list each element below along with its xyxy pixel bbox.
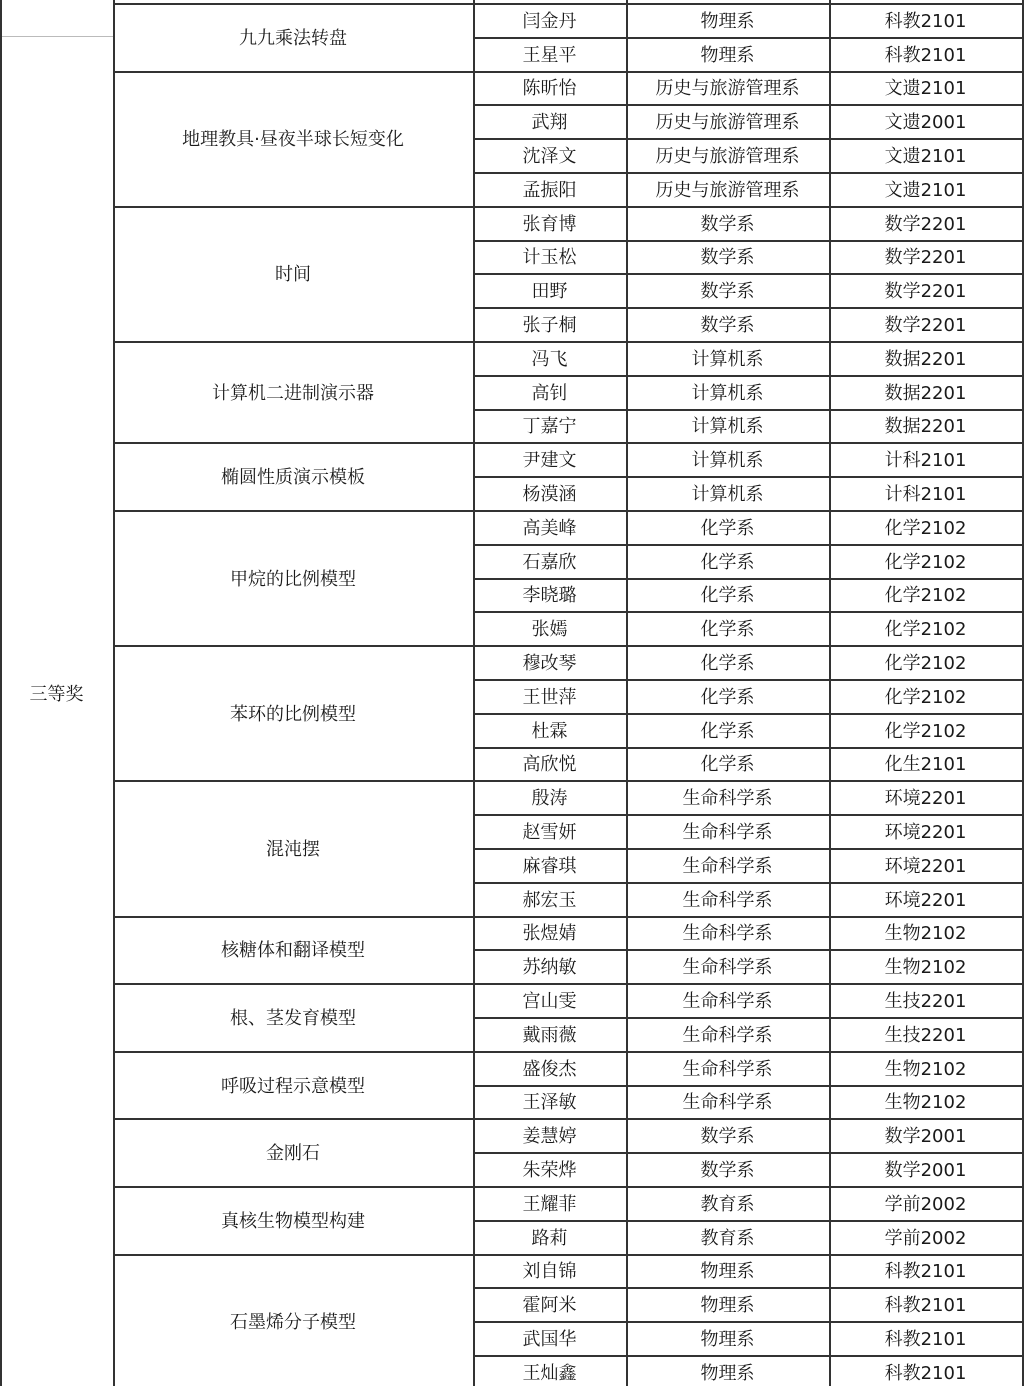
member-department: 物理系 <box>700 1329 755 1351</box>
member-class: 科教2101 <box>884 44 967 66</box>
column-border <box>0 0 2 1386</box>
member-class: 化学2102 <box>884 653 967 675</box>
member-class: 化学2102 <box>884 517 967 539</box>
member-class: 数学2201 <box>884 315 967 337</box>
project-title: 九九乘法转盘 <box>239 27 347 49</box>
member-class: 数学2201 <box>884 213 967 235</box>
member-department: 生命科学系 <box>682 957 773 979</box>
member-department: 物理系 <box>700 1261 755 1283</box>
project-title: 根、茎发育模型 <box>230 1007 356 1029</box>
member-department: 化学系 <box>700 619 755 641</box>
member-department: 生命科学系 <box>682 991 773 1013</box>
member-class: 化学2102 <box>884 720 967 742</box>
member-class: 环境2201 <box>884 855 967 877</box>
member-name: 高欣悦 <box>522 754 577 776</box>
member-name: 姜慧婷 <box>522 1126 577 1148</box>
member-name: 沈泽文 <box>522 146 577 168</box>
project-title: 时间 <box>275 264 311 286</box>
member-name: 高钊 <box>531 382 568 404</box>
member-name: 杜霖 <box>531 720 568 742</box>
member-name: 田野 <box>531 281 568 303</box>
member-class: 文遗2101 <box>884 78 967 100</box>
member-department: 物理系 <box>700 10 755 32</box>
member-name: 王星平 <box>522 44 577 66</box>
member-department: 生命科学系 <box>682 923 773 945</box>
project-title: 苯环的比例模型 <box>230 703 356 725</box>
member-name: 戴雨薇 <box>522 1024 577 1046</box>
member-class: 数学2001 <box>884 1160 967 1182</box>
member-department: 生命科学系 <box>682 822 773 844</box>
member-department: 化学系 <box>700 720 755 742</box>
member-class: 生技2201 <box>884 1024 967 1046</box>
member-class: 生技2201 <box>884 991 967 1013</box>
member-class: 环境2201 <box>884 889 967 911</box>
member-name: 盛俊杰 <box>522 1058 577 1080</box>
member-department: 计算机系 <box>691 382 764 404</box>
member-department: 生命科学系 <box>682 788 773 810</box>
member-class: 生物2102 <box>884 1092 967 1114</box>
member-class: 文遗2101 <box>884 146 967 168</box>
member-class: 科教2101 <box>884 1362 967 1384</box>
member-class: 计科2101 <box>884 450 967 472</box>
award-level-cell <box>0 0 113 1386</box>
award-level-label: 三等奖 <box>29 684 84 705</box>
member-department: 计算机系 <box>691 348 764 370</box>
member-name: 朱荣烨 <box>522 1160 577 1182</box>
member-department: 化学系 <box>700 653 755 675</box>
member-name: 霍阿米 <box>522 1295 577 1317</box>
member-class: 科教2101 <box>884 1329 967 1351</box>
project-title: 真核生物模型构建 <box>221 1210 365 1232</box>
member-name: 刘自锦 <box>522 1261 577 1283</box>
member-class: 数据2201 <box>884 382 967 404</box>
member-department: 物理系 <box>700 44 755 66</box>
member-department: 化学系 <box>700 754 755 776</box>
member-class: 化学2102 <box>884 585 967 607</box>
member-class: 生物2102 <box>884 923 967 945</box>
member-class: 化学2102 <box>884 551 967 573</box>
member-class: 数据2201 <box>884 416 967 438</box>
project-title: 呼吸过程示意模型 <box>221 1075 365 1097</box>
member-name: 孟振阳 <box>522 179 577 201</box>
member-name: 赵雪妍 <box>522 822 577 844</box>
member-department: 数学系 <box>700 247 755 269</box>
member-department: 化学系 <box>700 585 755 607</box>
member-department: 数学系 <box>700 281 755 303</box>
member-department: 数学系 <box>700 315 755 337</box>
member-department: 计算机系 <box>691 484 764 506</box>
member-department: 生命科学系 <box>682 855 773 877</box>
member-department: 计算机系 <box>691 450 764 472</box>
member-name: 冯飞 <box>531 348 568 370</box>
member-class: 环境2201 <box>884 788 967 810</box>
member-class: 化学2102 <box>884 686 967 708</box>
member-name: 路莉 <box>531 1227 568 1249</box>
member-department: 计算机系 <box>691 416 764 438</box>
member-class: 科教2101 <box>884 1261 967 1283</box>
member-name: 闫金丹 <box>522 10 577 32</box>
member-department: 化学系 <box>700 551 755 573</box>
member-name: 郝宏玉 <box>522 889 577 911</box>
member-name: 麻睿琪 <box>522 855 577 877</box>
member-name: 殷涛 <box>531 788 568 810</box>
member-name: 张子桐 <box>522 315 577 337</box>
member-class: 文遗2001 <box>884 112 967 134</box>
member-class: 文遗2101 <box>884 179 967 201</box>
project-title: 地理教具·昼夜半球长短变化 <box>182 129 404 151</box>
member-name: 尹建文 <box>522 450 577 472</box>
member-department: 教育系 <box>700 1227 755 1249</box>
member-class: 环境2201 <box>884 822 967 844</box>
member-name: 宫山雯 <box>522 991 577 1013</box>
member-name: 张煜婧 <box>522 923 577 945</box>
member-department: 生命科学系 <box>682 1092 773 1114</box>
member-department: 历史与旅游管理系 <box>655 112 800 134</box>
member-class: 学前2002 <box>884 1193 967 1215</box>
member-class: 计科2101 <box>884 484 967 506</box>
member-name: 石嘉欣 <box>522 551 577 573</box>
member-class: 数学2201 <box>884 247 967 269</box>
member-department: 生命科学系 <box>682 889 773 911</box>
member-name: 武翔 <box>531 112 568 134</box>
member-name: 计玉松 <box>522 247 577 269</box>
member-name: 武国华 <box>522 1329 577 1351</box>
member-name: 高美峰 <box>522 517 577 539</box>
member-department: 数学系 <box>700 213 755 235</box>
member-department: 化学系 <box>700 517 755 539</box>
project-title: 椭圆性质演示模板 <box>221 467 365 489</box>
member-class: 数据2201 <box>884 348 967 370</box>
member-name: 丁嘉宁 <box>522 416 577 438</box>
member-class: 科教2101 <box>884 1295 967 1317</box>
member-department: 数学系 <box>700 1160 755 1182</box>
member-department: 物理系 <box>700 1295 755 1317</box>
project-title: 石墨烯分子模型 <box>230 1312 356 1334</box>
member-name: 张嫣 <box>531 619 568 641</box>
member-name: 张育博 <box>522 213 577 235</box>
member-class: 化学2102 <box>884 619 967 641</box>
member-class: 数学2201 <box>884 281 967 303</box>
member-name: 陈昕怡 <box>522 78 577 100</box>
project-title: 金刚石 <box>266 1143 320 1165</box>
member-class: 生物2102 <box>884 957 967 979</box>
member-department: 教育系 <box>700 1193 755 1215</box>
member-name: 苏纳敏 <box>522 957 577 979</box>
member-department: 生命科学系 <box>682 1024 773 1046</box>
member-department: 物理系 <box>700 1362 755 1384</box>
member-class: 化生2101 <box>884 754 967 776</box>
project-title: 核糖体和翻译模型 <box>221 940 365 962</box>
member-class: 数学2001 <box>884 1126 967 1148</box>
member-department: 化学系 <box>700 686 755 708</box>
member-department: 历史与旅游管理系 <box>655 179 800 201</box>
member-department: 历史与旅游管理系 <box>655 78 800 100</box>
project-title: 混沌摆 <box>266 838 320 860</box>
member-department: 数学系 <box>700 1126 755 1148</box>
member-class: 科教2101 <box>884 10 967 32</box>
member-name: 王世萍 <box>522 686 577 708</box>
member-name: 穆改琴 <box>522 653 577 675</box>
project-title: 计算机二进制演示器 <box>212 382 374 404</box>
member-name: 王泽敏 <box>522 1092 577 1114</box>
member-name: 李晓璐 <box>522 585 577 607</box>
member-department: 生命科学系 <box>682 1058 773 1080</box>
member-name: 王灿鑫 <box>522 1362 577 1384</box>
project-title: 甲烷的比例模型 <box>230 568 356 590</box>
member-department: 历史与旅游管理系 <box>655 146 800 168</box>
member-name: 王耀菲 <box>522 1193 577 1215</box>
member-class: 学前2002 <box>884 1227 967 1249</box>
member-name: 杨漠涵 <box>522 484 577 506</box>
member-class: 生物2102 <box>884 1058 967 1080</box>
